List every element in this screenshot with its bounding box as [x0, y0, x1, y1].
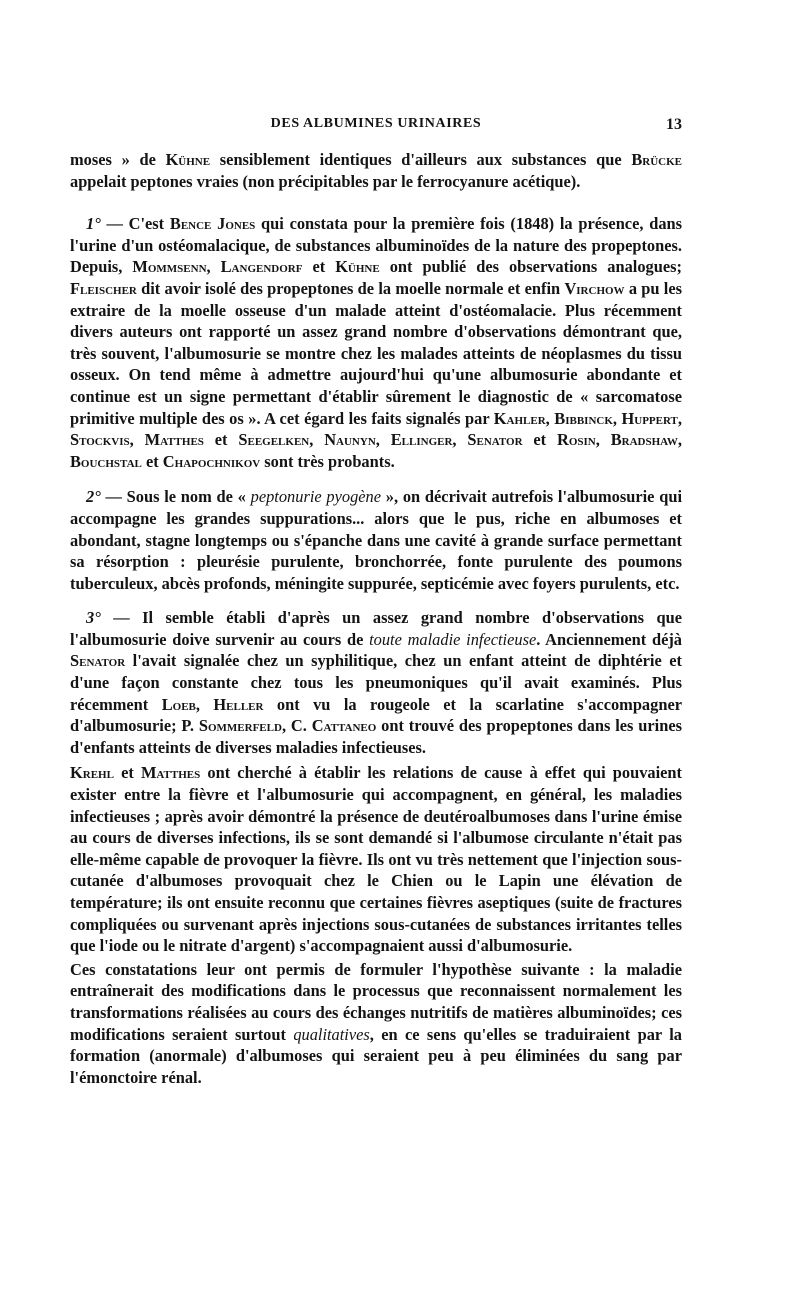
- emphasis: qualitatives: [293, 1024, 370, 1044]
- author-name: Bence Jones: [169, 214, 256, 234]
- section-number: 2°: [86, 487, 101, 507]
- author-name: Brücke: [631, 150, 683, 169]
- paragraph-1: 1° — C'est Bence Jones qui constata pour la première fois (1848) la présence, dans l'urine d'un ostéomalacique, de substances albuminoïdes de la nature des propeptones. Depuis, Mommsenn, Langendorf et Kühne ont publié des observations analogues; Fleischer dit avoir isolé des propeptones de la moelle normale et enfin Virchow a pu les extraire de la moelle osseuse d'un malade atteint d'ostéomalacie. Plus récemment divers auteurs ont rapporté un assez grand nombre d'observations démontrant que, très souvent, l'albumosurie se montre chez les malades atteints de néoplasmes du tissu osseux. On tend même à admettre aujourd'hui qu'une albumosurie abondante et continue est un signe permettant d'établir sûrement le diagnostic de « sarcomatose primitive multiple des os ». A cet égard les faits signalés par Kahler, Bibbinck, Huppert, Stockvis, Matthes et Seegelken, Naunyn, Ellinger, Senator et Rosin, Bradshaw, Bouchstal et Chapochnikov sont très probants.: [70, 214, 683, 471]
- author-name: Naunyn: [324, 430, 376, 450]
- author-name: Senator: [70, 651, 126, 671]
- section-number: 1°: [86, 214, 101, 234]
- author-name: Fleischer: [70, 278, 137, 298]
- page-header: [70, 116, 682, 136]
- author-name: Sommerfeld: [198, 716, 282, 736]
- author-name: Cattaneo: [311, 716, 377, 736]
- author-name: Kühne: [335, 257, 380, 277]
- author-name: Senator: [467, 430, 523, 450]
- author-name: Chapochnikov: [162, 451, 261, 471]
- page-number: 13: [666, 116, 682, 133]
- author-name: Kahler: [493, 408, 546, 428]
- paragraph-5: Ces constatations leur ont permis de formuler l'hypothèse suivante : la maladie entraînerait des modifications dans le processus que reconnaissent normalement les transformations réalisées au cours des échanges nutritifs de matières albuminoïdes; ces modifications seraient surtout qualitatives, en ce sens qu'elles se traduiraient par la formation (anormale) d'albumoses qui seraient peu à peu éliminées du sang par l'émonctoire rénal.: [70, 959, 682, 1087]
- author-name: Huppert: [621, 408, 678, 428]
- author-name: Langendorf: [220, 257, 303, 277]
- author-name: Krehl: [70, 763, 114, 783]
- author-name: Rosin: [557, 430, 596, 450]
- author-name: Matthes: [144, 430, 204, 450]
- author-name: Seegelken: [238, 430, 310, 450]
- emphasis: toute maladie infectieuse: [369, 629, 537, 649]
- author-name: Heller: [213, 694, 264, 714]
- author-name: Virchow: [564, 278, 625, 298]
- running-title: DES ALBUMINES URINAIRES: [270, 116, 482, 131]
- section-number: 3°: [86, 608, 101, 628]
- body-text: [70, 149, 682, 1088]
- author-name: Loeb: [161, 694, 196, 714]
- author-name: Matthes: [140, 763, 201, 783]
- author-name: Stockvis: [70, 430, 130, 450]
- author-name: Bradshaw: [610, 430, 678, 450]
- paragraph-continuation: moses » de Kühne sensiblement identiques d'ailleurs aux substances que Brücke appelait peptones vraies (non précipitables par le ferrocyanure acétique).: [70, 150, 683, 191]
- emphasis: peptonurie pyogène: [250, 487, 382, 507]
- paragraph-4: Krehl et Matthes ont cherché à établir les relations de cause à effet qui pouvaient exister entre la fièvre et l'albumosurie qui accompagnent, en général, les maladies infectieuses ; après avoir démontré la présence de deutéroalbumoses dans l'urine émise au cours de diverses infections, ils se sont demandé si l'albumose circulante n'était pas elle-même capable de provoquer la fièvre. Ils ont vu très nettement que l'injection sous-cutanée d'albumoses provoquait chez le Chien ou le Lapin une élévation de température; ils ont ensuite reconnu que certaines fièvres aseptiques (suite de fractures compliquées ou survenant après injections sous-cutanées de substances irritantes telles que l'iode ou le nitrate d'argent) s'accompagnaient aussi d'albumosurie.: [70, 763, 682, 956]
- paragraph-3: 3° — Il semble établi d'après un assez grand nombre d'observations que l'albumosurie doive survenir au cours de toute maladie infectieuse. Anciennement déjà Senator l'avait signalée chez un syphilitique, chez un enfant atteint de diphtérie et d'une façon constante chez tous les pneumoniques qu'il avait examinés. Plus récemment Loeb, Heller ont vu la rougeole et la scarlatine s'accompagner d'albumosurie; P. Sommerfeld, C. Cattaneo ont trouvé des propeptones dans les urines d'enfants atteints de diverses maladies infectieuses.: [70, 608, 683, 757]
- author-name: Bouchstal: [70, 451, 142, 471]
- author-name: Ellinger: [390, 430, 453, 450]
- author-name: Kühne: [165, 150, 211, 169]
- paragraph-2: 2° — Sous le nom de « peptonurie pyogène », on décrivait autrefois l'albumosurie qui accompagne les grandes suppurations... alors que le pus, riche en albumoses et abondant, stagne longtemps ou s'épanche dans une cavité à grande surface permettant sa résorption : pleurésie purulente, bronchorrée, fonte purulente des poumons tuberculeux, abcès profonds, méningite suppurée, septicémie avec foyers purulents, etc.: [70, 487, 683, 593]
- author-name: Bibbinck: [554, 408, 613, 428]
- author-name: Mommsenn: [132, 257, 207, 277]
